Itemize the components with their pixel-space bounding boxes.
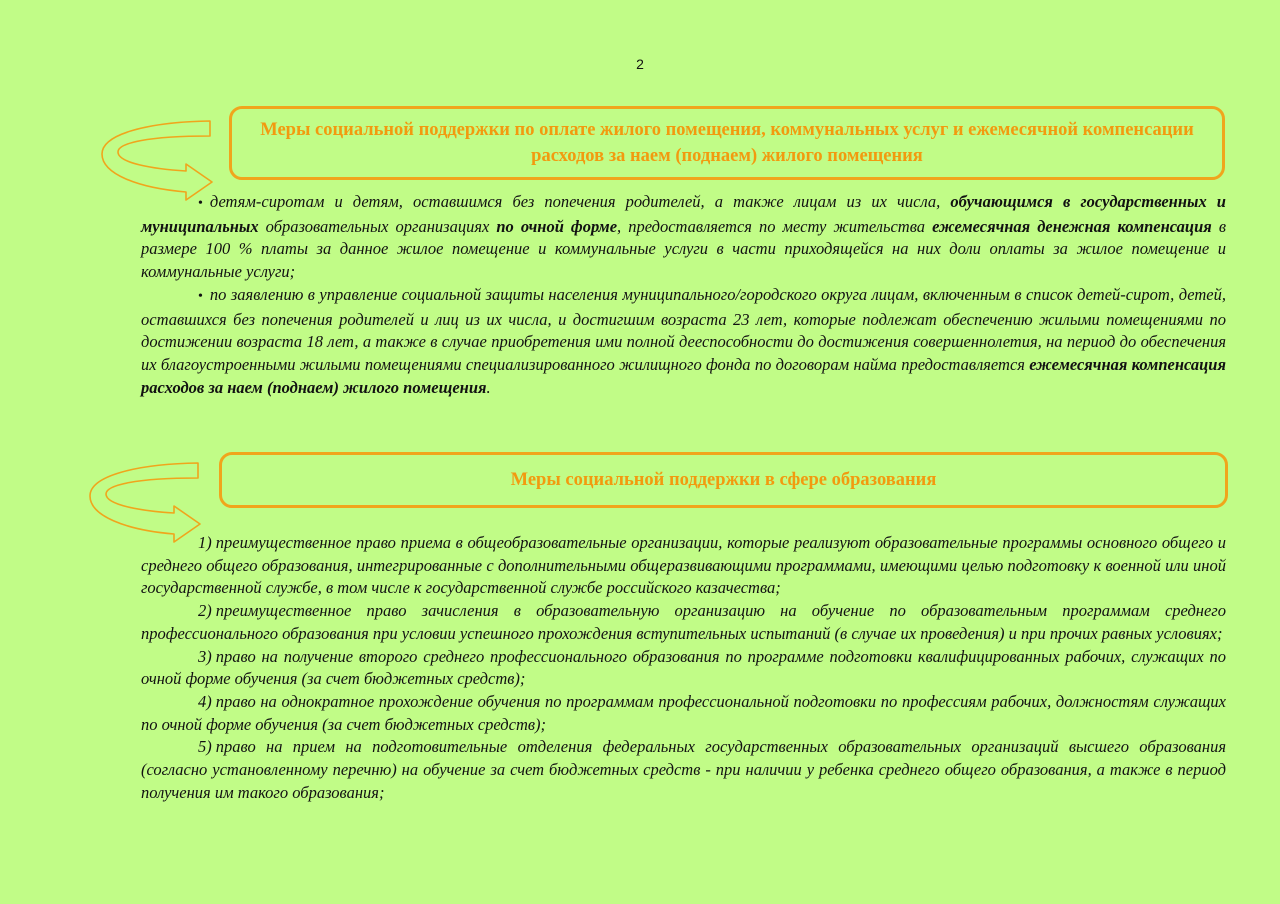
- paragraph-text: , предоставляется по месту жительства: [617, 216, 933, 236]
- paragraph-text: право на прием на подготовительные отделения федеральных государственных образовательных организаций высшего образования (согласно установленному перечню) на обучение за счет бюджетных средств - при наличии у ребенка среднего общего образования, а также в период получения им такого образования;: [141, 737, 1226, 802]
- page-number: 2: [636, 56, 644, 72]
- item-number: 4): [198, 691, 212, 711]
- paragraph-text: в размере 100 % платы за данное жилое помещение и коммунальные услуги в части приходящейся на них доли оплаты за жилое помещение и коммунальные услуги;: [141, 216, 1226, 282]
- emphasis-text: по очной форме: [496, 216, 618, 236]
- numbered-paragraph: [141, 736, 1226, 804]
- emphasis-text: ежемесячная компенсация расходов за наем (поднаем) жилого помещения: [141, 354, 1226, 397]
- paragraph-text: по заявлению в управление социальной защиты населения муниципального/городского округа лицам, включенным в список детей-сирот, детей, оставшихся без попечения родителей и лиц из их числа, и достигшим возраста 23 лет, которые подлежат обеспечению жилыми помещениями по достижении возраста 18 лет, а также в случае приобретения ими полной дееспособности до достижения совершеннолетия, на период до обеспечения их благоустроенными жилыми помещениями специализированного жилищного фонда по договорам найма предоставляется: [141, 284, 1226, 374]
- item-number: 3): [198, 646, 212, 666]
- section-title-housing: Меры социальной поддержки по оплате жилого помещения, коммунальных услуг и ежемесячной компенсации расходов за наем (поднаем) жилого помещения: [260, 120, 1194, 166]
- emphasis-text: обучающимся в государственных и муниципальных: [141, 192, 1226, 236]
- bullet-paragraph: [141, 284, 1226, 400]
- education-support-list: [141, 532, 1226, 804]
- item-number: 1): [198, 533, 212, 552]
- paragraph-text: преимущественное право приема в общеобразовательные организации, которые реализуют образовательные программы основного общего и среднего общего образования, интегрированные с дополнительными общеразвивающими программами, имеющими целью подготовку к военной или иной государственной службе, в том числе к государственной службе российского казачества;: [141, 533, 1226, 598]
- paragraph-text: детям-сиротам и детям, оставшимся без попечения родителей, а также лицам из их числа,: [209, 192, 951, 211]
- paragraph-text: право на однократное прохождение обучения по программам профессиональной подготовки по профессиям рабочих, должностям служащих по очной форме обучения (за счет бюджетных средств);: [141, 691, 1226, 734]
- bullet-paragraph: [141, 191, 1226, 284]
- housing-support-list: [141, 191, 1226, 399]
- numbered-paragraph: [141, 600, 1226, 645]
- emphasis-text: ежемесячная денежная компенсация: [932, 216, 1212, 236]
- section-header-housing: [229, 106, 1225, 180]
- numbered-paragraph: [141, 691, 1226, 736]
- item-number: 2): [198, 601, 212, 621]
- paragraph-text: .: [486, 377, 491, 397]
- paragraph-text: преимущественное право зачисления в образовательную организацию на обучение по образовательным программам среднего профессионального образования при условии успешного прохождения вступительных испытаний (в случае их проведения) и при прочих равных условиях;: [141, 601, 1226, 643]
- bullet-icon: •: [198, 196, 203, 211]
- numbered-paragraph: [141, 532, 1226, 600]
- section-header-education: [219, 452, 1228, 508]
- paragraph-text: право на получение второго среднего профессионального образования по программе подготовки квалифицированных рабочих, служащих по очной форме обучения (за счет бюджетных средств);: [141, 646, 1226, 689]
- numbered-paragraph: [141, 646, 1226, 691]
- paragraph-text: образовательных организациях: [258, 216, 497, 236]
- section-title-education: Меры социальной поддержки в сфере образования: [510, 470, 937, 490]
- curved-arrow-icon: [98, 116, 218, 202]
- bullet-icon: •: [198, 288, 203, 304]
- item-number: 5): [198, 737, 212, 757]
